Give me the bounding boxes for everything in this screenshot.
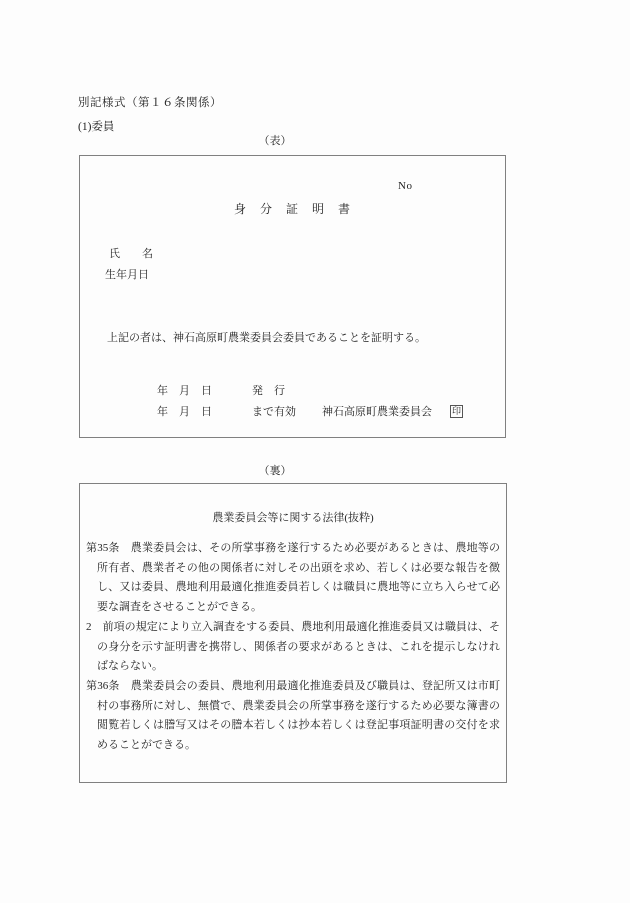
valid-until-line (157, 403, 463, 419)
valid-until-label: まで有効 (252, 406, 296, 418)
front-side-label: （表） (258, 135, 292, 147)
issue-date-blanks: 年 月 日 (157, 385, 212, 397)
seal-mark: 印 (452, 406, 462, 416)
no-label: No (398, 180, 413, 192)
issue-date-line (157, 382, 285, 398)
back-side-label: （裏） (258, 465, 292, 477)
birthdate-field-label: 生年月日 (105, 269, 149, 281)
form-heading: 別記様式（第１６条関係） (78, 97, 222, 109)
id-card-back (79, 483, 507, 783)
form-subheading: (1)委員 (78, 121, 115, 133)
id-card-front (79, 155, 506, 438)
valid-date-blanks: 年 月 日 (157, 406, 212, 418)
law-paragraph-article-35: 第35条 農業委員会は、その所掌事務を遂行するため必要があるときは、農地等の所有者、農業者その他の関係者に対しその出頭を求め、若しくは必要な報告を徴し、又は委員、農地利用最適化推進委員若しくは職員に農地等に立ち入らせて必要な調査をさせることができる。 (86, 542, 500, 614)
name-field-label: 氏 名 (109, 248, 153, 260)
law-paragraph-article-35-item-2: 2 前項の規定により立入調査をする委員、農地利用最適化推進委員又は職員は、その身分を示す証明書を携帯し、関係者の要求があるときは、これを提示しなければならない。 (86, 620, 500, 673)
law-body (86, 539, 500, 756)
law-title: 農業委員会等に関する法律(抜粋) (212, 512, 374, 524)
card-title: 身 分 証 明 書 (233, 202, 351, 216)
law-paragraph-article-36: 第36条 農業委員会の委員、農地利用最適化推進委員及び職員は、登記所又は市町村の事務所に対し、無償で、農業委員会の所掌事務を遂行するため必要な簿書の閲覧若しくは謄写又はその謄本若しくは抄本若しくは登記事項証明書の交付を求めることができる。 (86, 679, 500, 752)
issue-label: 発 行 (252, 385, 285, 397)
certification-text: 上記の者は、神石高原町農業委員会委員であることを証明する。 (107, 332, 426, 344)
organization-name: 神石高原町農業委員会 (322, 406, 432, 418)
